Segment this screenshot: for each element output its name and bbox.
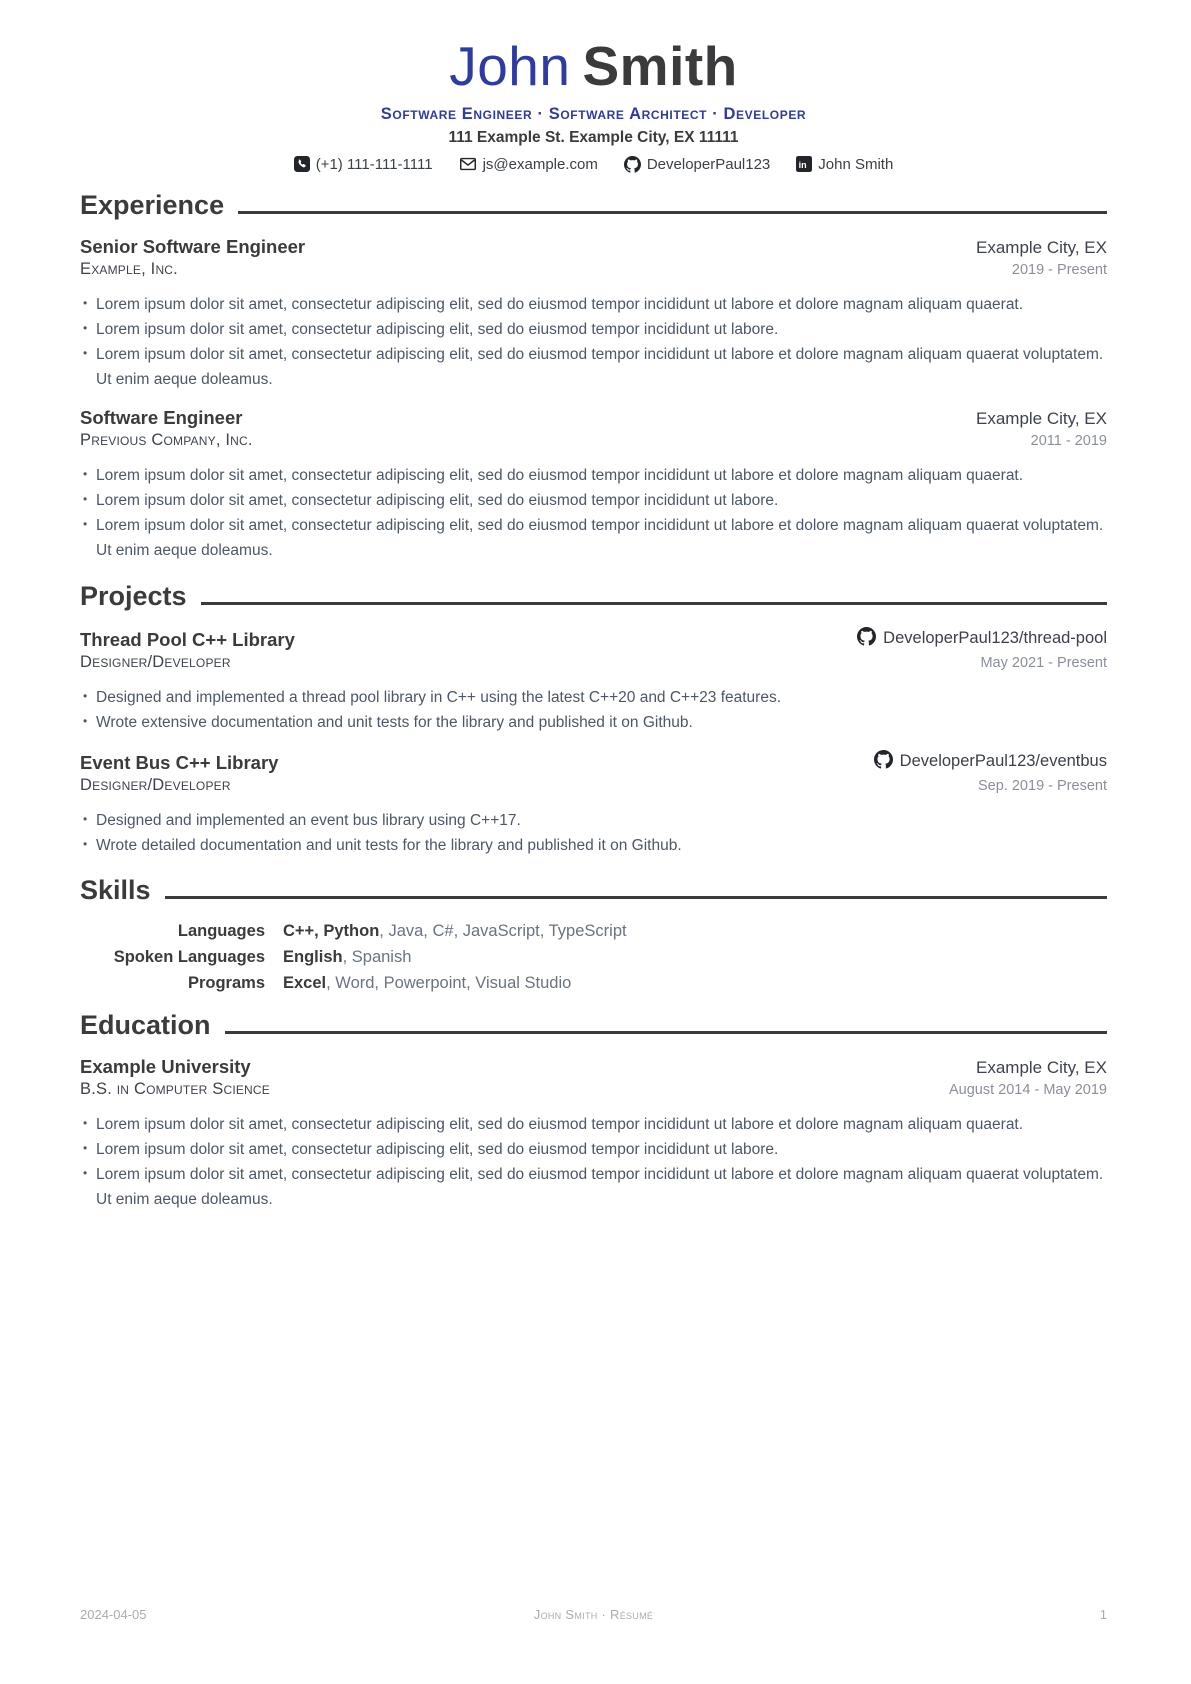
skill-label: Languages (177, 922, 265, 941)
skill-row (80, 974, 1107, 993)
bullet-item: • Lorem ipsum dolor sit amet, consectetur adipiscing elit, sed do eiusmod tempor incididunt ut labore. (96, 488, 1107, 513)
project-bullets (80, 685, 1107, 735)
school-degree: B.S. in Computer Science (80, 1080, 270, 1099)
project-entry (80, 627, 1107, 735)
project-name: Event Bus C++ Library (80, 751, 279, 773)
job-company: Example, Inc. (80, 259, 178, 278)
job-location: Example City, EX (975, 409, 1107, 429)
skill-value-rest: , Word, Powerpoint, Visual Studio (326, 974, 572, 993)
phone-icon (294, 156, 310, 172)
job-dates: 2011 - 2019 (1030, 433, 1107, 450)
project-dates: May 2021 - Present (980, 654, 1107, 671)
section-rule (225, 1031, 1107, 1034)
section-skills-header (80, 875, 1107, 906)
job-bullets (80, 292, 1107, 392)
project-repo: DeveloperPaul123/thread-pool (883, 629, 1107, 648)
github-link[interactable] (624, 156, 770, 173)
skill-label: Programs (187, 974, 265, 993)
section-title: Skills (80, 875, 151, 905)
footer-title: John Smith · Résumé (533, 1607, 654, 1622)
project-name: Thread Pool C++ Library (80, 628, 295, 650)
bullet-item: • Lorem ipsum dolor sit amet, consectetur adipiscing elit, sed do eiusmod tempor incididunt ut labore et dolore magnam aliquam quaerat. (96, 292, 1107, 317)
skill-value (283, 922, 627, 941)
bullet-item: • Designed and implemented an event bus library using C++17. (96, 808, 1107, 833)
project-role: Designer/Developer (80, 775, 231, 794)
section-education (80, 1010, 1107, 1212)
bullet-item: • Lorem ipsum dolor sit amet, consectetur adipiscing elit, sed do eiusmod tempor incididunt ut labore et dolore magnam aliquam quaerat voluptatem. Ut enim aeque doleamus. (96, 1162, 1107, 1212)
email-link[interactable] (459, 156, 598, 173)
section-experience-header (80, 190, 1107, 221)
bullet-item: • Lorem ipsum dolor sit amet, consectetur adipiscing elit, sed do eiusmod tempor incididunt ut labore et dolore magnam aliquam quaerat voluptatem. Ut enim aeque doleamus. (96, 513, 1107, 563)
bullet-item: • Lorem ipsum dolor sit amet, consectetur adipiscing elit, sed do eiusmod tempor incididunt ut labore. (96, 317, 1107, 342)
education-entry (80, 1056, 1107, 1212)
page-footer (80, 1607, 1107, 1622)
bullet-item: • Lorem ipsum dolor sit amet, consectetur adipiscing elit, sed do eiusmod tempor incididunt ut labore et dolore magnam aliquam quaerat. (96, 1112, 1107, 1137)
skill-label: Spoken Languages (113, 948, 265, 967)
first-name: John (449, 35, 571, 97)
skill-row (80, 922, 1107, 941)
job-company: Previous Company, Inc. (80, 431, 253, 450)
footer-date: 2024-04-05 (80, 1607, 147, 1622)
school-location: Example City, EX (975, 1058, 1107, 1078)
resume-header (80, 36, 1107, 173)
github-icon (624, 156, 641, 173)
svg-text:in: in (798, 160, 807, 171)
github-handle: DeveloperPaul123 (646, 155, 771, 173)
skill-value-rest: , Java, C#, JavaScript, TypeScript (379, 922, 627, 941)
linkedin-name: John Smith (818, 155, 894, 173)
email-address: js@example.com (482, 155, 598, 173)
project-repo-link[interactable] (874, 750, 1107, 774)
project-dates: Sep. 2019 - Present (978, 777, 1107, 794)
project-repo-link[interactable] (857, 627, 1107, 651)
job-role: Senior Software Engineer (80, 235, 306, 257)
full-name (80, 36, 1107, 98)
phone-number: (+1) 111-111-1111 (315, 155, 433, 173)
tagline: Software Engineer · Software Architect · Developer (380, 104, 807, 123)
skill-value-rest: , Spanish (342, 948, 412, 967)
experience-entry (80, 407, 1107, 563)
project-entry (80, 750, 1107, 858)
address: 111 Example St. Example City, EX 11111 (448, 128, 739, 146)
linkedin-icon (796, 156, 812, 172)
phone-link[interactable] (294, 156, 433, 173)
github-icon (874, 750, 893, 774)
section-rule (238, 211, 1107, 214)
job-bullets (80, 463, 1107, 563)
school-dates: August 2014 - May 2019 (949, 1082, 1107, 1099)
contact-row (80, 156, 1107, 173)
linkedin-link[interactable] (796, 156, 893, 173)
section-skills (80, 875, 1107, 993)
skill-row (80, 948, 1107, 967)
section-experience (80, 190, 1107, 564)
project-role: Designer/Developer (80, 652, 231, 671)
section-rule (201, 602, 1107, 605)
section-title: Experience (80, 189, 225, 220)
project-bullets (80, 808, 1107, 858)
section-rule (165, 896, 1107, 899)
section-projects-header (80, 581, 1107, 612)
job-location: Example City, EX (975, 237, 1107, 257)
skill-value (283, 948, 411, 967)
section-projects (80, 581, 1107, 858)
bullet-item: • Wrote extensive documentation and unit tests for the library and published it on Github. (96, 710, 1107, 735)
section-education-header (80, 1010, 1107, 1041)
github-icon (857, 627, 876, 651)
bullet-item: • Lorem ipsum dolor sit amet, consectetur adipiscing elit, sed do eiusmod tempor incididunt ut labore et dolore magnam aliquam quaerat. (96, 463, 1107, 488)
bullet-item: • Designed and implemented a thread pool library in C++ using the latest C++20 and C++23 features. (96, 685, 1107, 710)
bullet-item: • Lorem ipsum dolor sit amet, consectetur adipiscing elit, sed do eiusmod tempor incididunt ut labore et dolore magnam aliquam quaerat voluptatem. Ut enim aeque doleamus. (96, 342, 1107, 392)
section-title: Education (80, 1010, 211, 1041)
skill-value-strong: C++, Python (283, 922, 380, 941)
skill-value (283, 974, 571, 993)
section-title: Projects (80, 580, 187, 611)
school-bullets (80, 1112, 1107, 1212)
bullet-item: • Wrote detailed documentation and unit tests for the library and published it on Github. (96, 833, 1107, 858)
school-name: Example University (80, 1056, 251, 1078)
footer-page-number: 1 (1099, 1607, 1107, 1622)
job-dates: 2019 - Present (1011, 261, 1107, 278)
skill-value-strong: Excel (283, 974, 327, 993)
skills-table (80, 922, 1107, 993)
experience-entry (80, 236, 1107, 392)
last-name: Smith (582, 35, 738, 97)
bullet-item: • Lorem ipsum dolor sit amet, consectetur adipiscing elit, sed do eiusmod tempor incididunt ut labore. (96, 1137, 1107, 1162)
job-role: Software Engineer (80, 407, 243, 429)
project-repo: DeveloperPaul123/eventbus (899, 752, 1107, 771)
skill-value-strong: English (283, 948, 343, 967)
email-icon (459, 156, 477, 172)
